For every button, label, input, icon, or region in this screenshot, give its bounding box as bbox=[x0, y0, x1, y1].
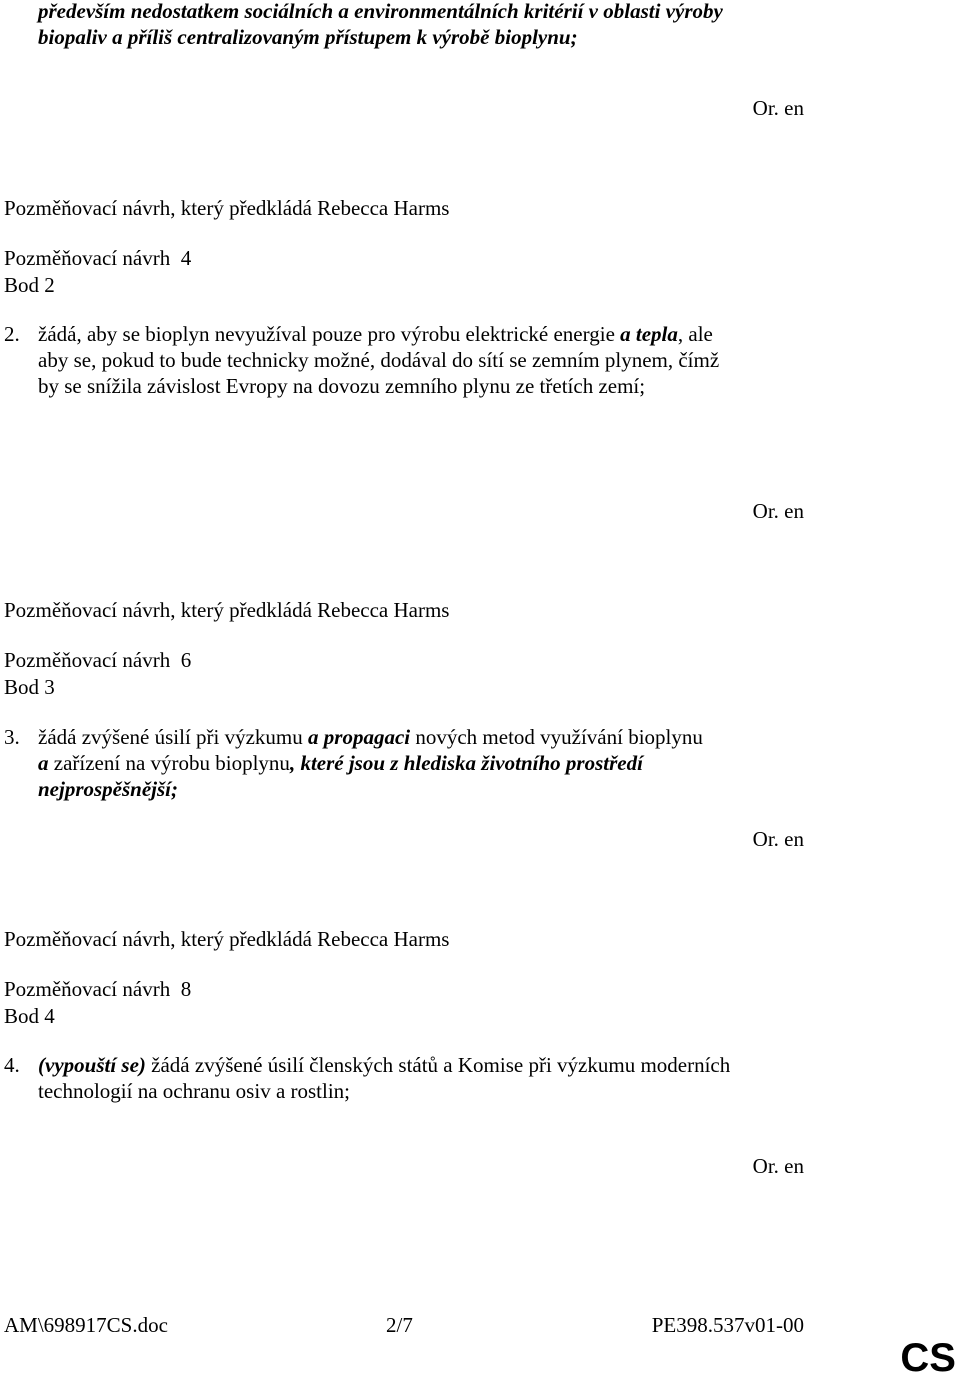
amendment-heading bbox=[4, 245, 191, 271]
item-number: 4. bbox=[4, 1053, 20, 1077]
added-text: a propagaci bbox=[308, 725, 411, 749]
footer-page-number: 2/7 bbox=[386, 1313, 413, 1337]
tabled-by: Pozměňovací návrh, který předkládá Rebecca Harms bbox=[4, 927, 450, 951]
original-language-label: Or. en bbox=[752, 827, 804, 851]
intro-line-2: biopaliv a příliš centralizovaným přístupem k výrobě bioplynu; bbox=[38, 25, 578, 49]
tabled-by: Pozměňovací návrh, který předkládá Rebecca Harms bbox=[4, 196, 450, 220]
amendment-text-line: by se snížila závislost Evropy na dovozu zemního plynu ze třetích zemí; bbox=[38, 374, 646, 398]
point-label: Bod 3 bbox=[4, 675, 55, 699]
amendment-number: 4 bbox=[180, 246, 192, 270]
item-number: 2. bbox=[4, 322, 20, 346]
amendment-number: 8 bbox=[180, 977, 192, 1001]
amendment-label: Pozměňovací návrh bbox=[4, 246, 171, 270]
amendment-label: Pozměňovací návrh bbox=[4, 648, 171, 672]
deleted-marker: (vypouští se) bbox=[38, 1053, 146, 1077]
amendment-text-line: žádá, aby se bioplyn nevyužíval pouze pro výrobu elektrické energie a tepla, ale bbox=[38, 322, 713, 346]
footer-pe-ref: PE398.537v01-00 bbox=[651, 1313, 804, 1337]
amendment-heading bbox=[4, 647, 191, 673]
amendment-label: Pozměňovací návrh bbox=[4, 977, 171, 1001]
amendment-text-line: žádá zvýšené úsilí při výzkumu a propagaci nových metod využívání bioplynu bbox=[38, 725, 703, 749]
footer-doc-ref: AM\698917CS.doc bbox=[4, 1313, 168, 1337]
amendment-text-line: technologií na ochranu osiv a rostlin; bbox=[38, 1079, 351, 1103]
added-text: nejprospěšnější; bbox=[38, 777, 179, 801]
added-text: a tepla bbox=[620, 322, 678, 346]
language-badge: CS bbox=[900, 1336, 956, 1380]
original-language-label: Or. en bbox=[752, 499, 804, 523]
intro-line-1: především nedostatkem sociálních a environmentálních kritérií v oblasti výroby bbox=[38, 0, 723, 23]
amendment-number: 6 bbox=[180, 648, 192, 672]
amendment-heading bbox=[4, 976, 191, 1002]
point-label: Bod 2 bbox=[4, 273, 55, 297]
amendment-text-line: a zařízení na výrobu bioplynu, které jsou z hlediska životního prostředí bbox=[38, 751, 643, 775]
amendment-text-line: (vypouští se) žádá zvýšené úsilí členských států a Komise při výzkumu moderních bbox=[38, 1053, 731, 1077]
added-text: , které jsou z hlediska životního prostředí bbox=[289, 751, 643, 775]
item-number: 3. bbox=[4, 725, 20, 749]
tabled-by: Pozměňovací návrh, který předkládá Rebecca Harms bbox=[4, 598, 450, 622]
original-language-label: Or. en bbox=[752, 96, 804, 120]
point-label: Bod 4 bbox=[4, 1004, 55, 1028]
added-text: a bbox=[38, 751, 49, 775]
original-language-label: Or. en bbox=[752, 1154, 804, 1178]
amendment-text-line: aby se, pokud to bude technicky možné, dodával do sítí se zemním plynem, čímž bbox=[38, 348, 720, 372]
